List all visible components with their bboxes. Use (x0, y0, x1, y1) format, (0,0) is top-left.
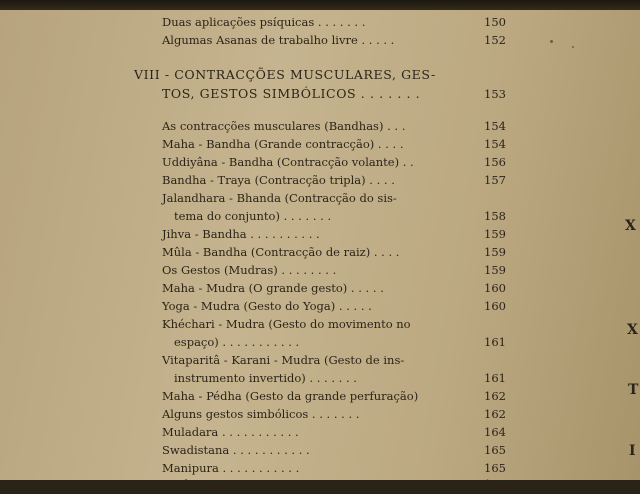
toc-entry-title: instrumento invertido) . . . . . . . (174, 371, 357, 385)
toc-entry (0, 422, 640, 442)
toc-entry (0, 152, 640, 172)
toc-entry (0, 386, 640, 406)
toc-entry-title: Swadistana . . . . . . . . . . . (162, 443, 310, 457)
toc-entry-page: 165 (484, 443, 506, 457)
margin-letter: T (628, 382, 639, 398)
toc-entry (0, 12, 640, 32)
margin-letter: X (625, 218, 636, 234)
toc-entry-title: Vitaparitâ - Karani - Mudra (Gesto de ins- (162, 353, 405, 367)
chapter-page: 153 (484, 87, 506, 101)
chapter-heading-continued: TOS, GESTOS SIMBÓLICOS . . . . . . . (162, 86, 421, 101)
toc-entry (0, 242, 640, 262)
toc-entry-page: 165 (484, 461, 506, 475)
toc-entry-page: 156 (484, 155, 506, 169)
toc-entry-page: 159 (484, 245, 506, 259)
toc-entry-title: Jihva - Bandha . . . . . . . . . . (162, 227, 320, 241)
toc-entry (0, 30, 640, 50)
toc-entry-page: 161 (484, 371, 506, 385)
toc-entry (0, 170, 640, 190)
toc-entry (0, 260, 640, 280)
toc-entry-page: 154 (484, 119, 506, 133)
margin-letter: I (629, 443, 636, 459)
toc-entry (0, 224, 640, 244)
toc-entry (0, 314, 640, 334)
toc-entry-title: Manipura . . . . . . . . . . . (162, 461, 300, 475)
toc-entry-title: Os Gestos (Mudras) . . . . . . . . (162, 263, 337, 277)
toc-entry-title: Algumas Asanas de trabalho livre . . . . . (162, 33, 395, 47)
toc-entry-page: 150 (484, 15, 506, 29)
toc-entry-title: Alguns gestos simbólicos . . . . . . . (162, 407, 360, 421)
toc-entry (0, 134, 640, 154)
chapter-heading: VIII - CONTRACÇÕES MUSCULARES, GES- (134, 67, 436, 82)
toc-entry-title: Muladara . . . . . . . . . . . (162, 425, 299, 439)
toc-entry (0, 188, 640, 208)
toc-entry-page: 160 (484, 281, 506, 295)
toc-entry-page: 154 (484, 137, 506, 151)
toc-entry (0, 332, 640, 352)
chapter-heading-line (0, 83, 640, 105)
toc-entry-title: Maha - Pédha (Gesto da grande perfuração) (162, 389, 419, 403)
toc-entry-title: Jalandhara - Bhanda (Contracção do sis- (162, 191, 397, 205)
toc-entry (0, 474, 640, 494)
margin-letter: X (627, 322, 638, 338)
toc-entry (0, 350, 640, 370)
toc-entry-title: Khéchari - Mudra (Gesto do movimento no (162, 317, 411, 331)
toc-entry-title: Anahata . . . . . . . . . . . (162, 477, 291, 491)
toc-entry (0, 440, 640, 460)
toc-entry (0, 404, 640, 424)
toc-entry (0, 206, 640, 226)
toc-entry (0, 296, 640, 316)
toc-entry-page: 159 (484, 227, 506, 241)
toc-entry (0, 116, 640, 136)
toc-entry-page: 158 (484, 209, 506, 223)
paper-speck (572, 46, 574, 48)
toc-entry-title: Yoga - Mudra (Gesto do Yoga) . . . . . (162, 299, 372, 313)
toc-entry-title: As contracções musculares (Bandhas) . . . (162, 119, 406, 133)
toc-entry-page: 152 (484, 33, 506, 47)
toc-entry-title: Duas aplicações psíquicas . . . . . . . (162, 15, 366, 29)
paper-speck (550, 40, 553, 43)
toc-entry-title: tema do conjunto) . . . . . . . (174, 209, 332, 223)
toc-entry-page: 162 (484, 389, 506, 403)
toc-entry-title: espaço) . . . . . . . . . . . (174, 335, 300, 349)
toc-entry-page: 161 (484, 335, 506, 349)
toc-entry-title: Uddiyâna - Bandha (Contracção volante) . . (162, 155, 414, 169)
toc-entry-title: Mûla - Bandha (Contracção de raiz) . . . . (162, 245, 400, 259)
toc-entry-page: 159 (484, 263, 506, 277)
toc-entry-title: Maha - Mudra (O grande gesto) . . . . . (162, 281, 384, 295)
toc-entry (0, 368, 640, 388)
toc-entry (0, 278, 640, 298)
toc-entry-title: Maha - Bandha (Grande contracção) . . . . (162, 137, 404, 151)
toc-entry-page: 166 (484, 477, 506, 491)
toc-entry-page: 157 (484, 173, 506, 187)
book-page (0, 10, 640, 491)
toc-entry-page: 162 (484, 407, 506, 421)
toc-entry-page: 160 (484, 299, 506, 313)
toc-entry-title: Bandha - Traya (Contracção tripla) . . . . (162, 173, 395, 187)
toc-entry-page: 164 (484, 425, 506, 439)
